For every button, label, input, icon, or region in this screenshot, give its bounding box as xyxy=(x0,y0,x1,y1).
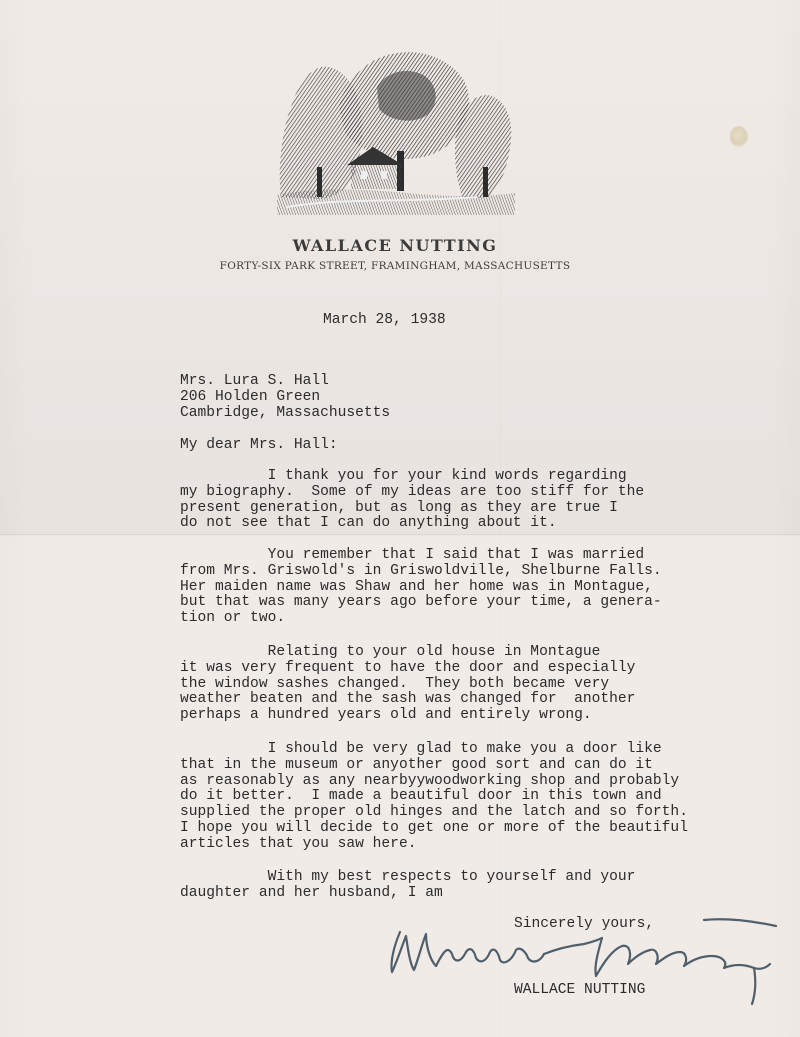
paragraph-line: supplied the proper old hinges and the latch and so forth. xyxy=(180,804,688,821)
paragraph-line: Relating to your old house in Montague xyxy=(180,644,601,660)
paragraph-line: my biography. Some of my ideas are too stiff for the xyxy=(180,483,645,500)
paper-stain xyxy=(730,126,748,148)
paragraph-line: I hope you will decide to get one or more of the beautiful xyxy=(180,819,688,836)
recipient-name: Mrs. Lura S. Hall xyxy=(180,373,329,389)
complimentary-close: Sincerely yours, xyxy=(514,916,655,932)
paragraph-line: but that was many years ago before your time, a genera- xyxy=(180,594,662,611)
paragraph-line: perhaps a hundred years old and entirely wrong. xyxy=(180,707,592,724)
paragraph-line: present generation, but as long as they are true I xyxy=(180,499,618,516)
paragraph-line: from Mrs. Griswold's in Griswoldville, Shelburne Falls. xyxy=(180,562,662,579)
paragraph-line: I thank you for your kind words regarding xyxy=(180,468,627,484)
tree-landscape-engraving-icon xyxy=(277,47,515,215)
paragraph-line: daughter and her husband, I am xyxy=(180,884,443,901)
paragraph-door-offer xyxy=(180,742,688,853)
letter-date: March 28, 1938 xyxy=(323,312,446,328)
paragraph-line: weather beaten and the sash was changed for another xyxy=(180,691,636,708)
paragraph-line: articles that you saw here. xyxy=(180,835,417,852)
letterhead-address: FORTY-SIX PARK STREET, FRAMINGHAM, MASSACHUSETTS xyxy=(219,260,571,272)
paragraph-line: that in the museum or anyother good sort and can do it xyxy=(180,756,653,773)
paragraph-respects xyxy=(180,870,635,902)
paragraph-line: do it better. I made a beautiful door in this town and xyxy=(180,788,662,805)
paragraph-old-house xyxy=(180,645,635,724)
paragraph-line: Her maiden name was Shaw and her home was in Montague, xyxy=(180,578,653,595)
paragraph-marriage xyxy=(180,548,662,627)
paper-fold-line xyxy=(0,534,800,535)
paragraph-line: as reasonably as any nearbyywoodworking shop and probably xyxy=(180,772,680,789)
recipient-city: Cambridge, Massachusetts xyxy=(180,404,391,421)
paragraph-line: it was very frequent to have the door and especially xyxy=(180,659,636,676)
paragraph-biography xyxy=(180,469,644,532)
salutation: My dear Mrs. Hall: xyxy=(180,437,338,453)
paragraph-line: I should be very glad to make you a door like xyxy=(180,741,662,757)
paragraph-line: With my best respects to yourself and your xyxy=(180,869,636,885)
letterhead-name: WALLACE NUTTING xyxy=(292,236,498,255)
typed-signature-name: WALLACE NUTTING xyxy=(514,982,646,998)
paragraph-line: You remember that I said that I was married xyxy=(180,547,645,563)
paragraph-line: tion or two. xyxy=(180,610,286,627)
recipient-block xyxy=(180,374,390,421)
paragraph-line: do not see that I can do anything about it. xyxy=(180,515,557,532)
handwritten-signature-icon xyxy=(372,906,792,1018)
paragraph-line: the window sashes changed. They both became very xyxy=(180,675,610,692)
recipient-street: 206 Holden Green xyxy=(180,388,321,405)
